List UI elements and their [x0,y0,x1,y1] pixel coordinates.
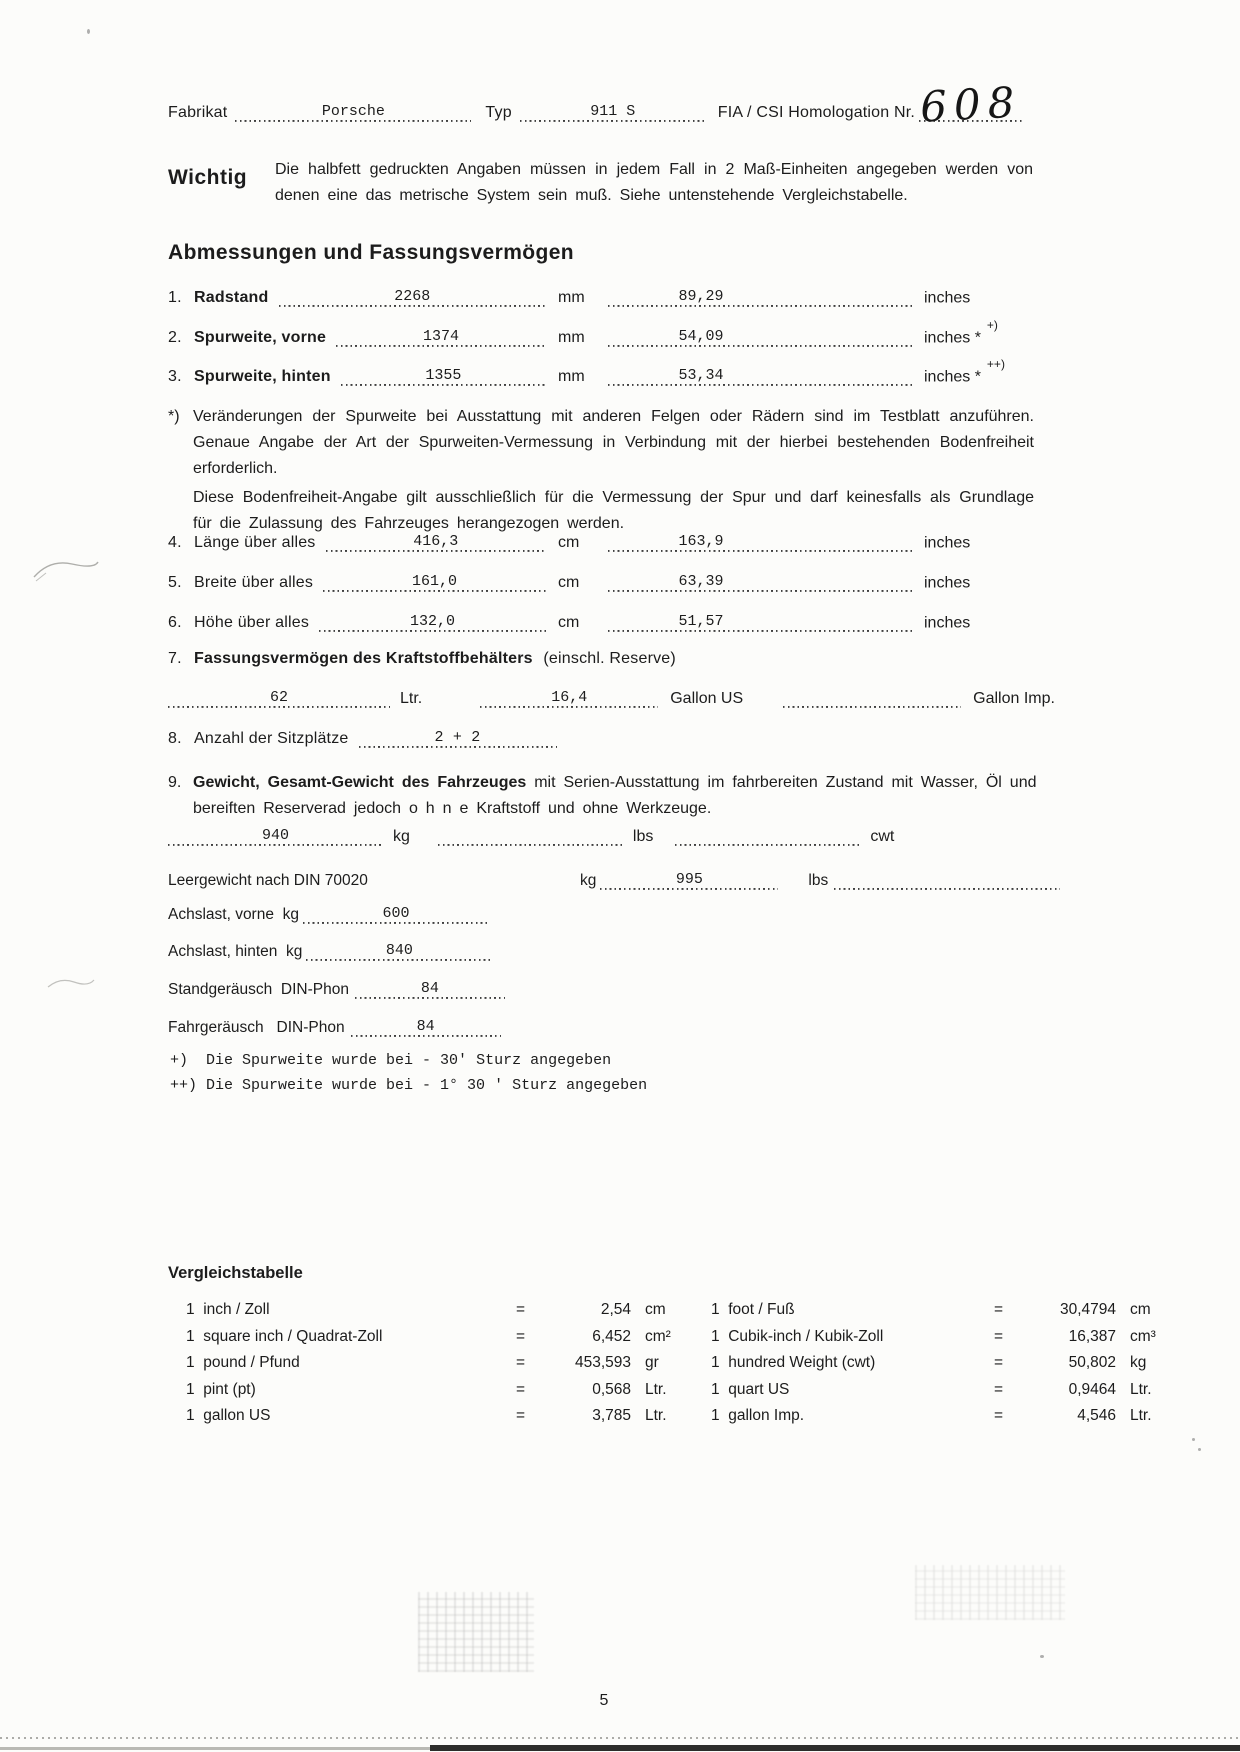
equals-sign: = [516,1380,526,1398]
metric-value: 161,0 [412,573,458,590]
typ-label: Typ [485,104,512,121]
standgeraeusch-field [355,981,505,999]
conversion-unit: Ltr. [645,1380,667,1398]
section-title: Abmessungen und Fassungsvermögen [168,241,575,264]
conversion-value: 0,9464 [1068,1380,1116,1398]
achslast-vorne-field [303,906,489,924]
conversion-value: 2,54 [600,1301,631,1318]
achslast-hinten-label: Achslast, hinten kg [168,943,303,960]
scan-speck [87,29,90,34]
row-leergewicht [168,872,1060,890]
achslast-vorne-value: 600 [382,905,410,922]
imperial-value: 163,9 [678,533,724,550]
equals-sign: = [994,1407,1004,1424]
row-fuel-values [168,689,1055,708]
weight-cwt-field [675,843,860,846]
fuel-label-normal: (einschl. Reserve) [543,650,676,667]
row-number: 3. [168,368,182,385]
conversion-unit: cm [1130,1301,1151,1318]
camber-text-2: Die Spurweite wurde bei - 1° 30 ′ Sturz angegeben [197,1077,648,1094]
row-number: 9. [168,774,182,791]
conversion-unit: cm² [645,1327,671,1345]
fuel-ltr-value: 62 [269,689,288,706]
standgeraeusch-label: Standgeräusch DIN-Phon [168,981,349,998]
row-number: 6. [168,614,182,631]
metric-field [279,289,547,307]
fuel-gallon-us-field [480,690,658,708]
leergewicht-kg-value: 995 [675,871,703,888]
imperial-value: 63,39 [678,573,724,590]
fuel-ltr-field [168,690,390,708]
leergewicht-label: Leergewicht nach DIN 70020 [168,872,368,889]
scan-speck [1040,1655,1044,1658]
homologation-label: FIA / CSI Homologation Nr. [717,104,916,121]
scan-bottom-dotted-edge [0,1737,1240,1739]
row-label: Höhe über alles [194,614,310,631]
footnote-marker: ++) [986,356,1005,371]
imperial-unit: inches [924,534,971,551]
imperial-value: 51,57 [678,613,724,630]
conversion-label: 1 pint (pt) [186,1380,256,1398]
weight-lbs-unit: lbs [632,828,654,845]
equals-sign: = [994,1301,1004,1318]
conversion-label: 1 square inch / Quadrat-Zoll [186,1327,383,1345]
metric-value: 2268 [394,288,431,305]
fabrikat-field [235,104,471,122]
page-number: 5 [599,1692,609,1709]
standgeraeusch-value: 84 [420,980,439,997]
imperial-unit: inches [924,574,971,591]
achslast-vorne-label: Achslast, vorne kg [168,906,299,923]
margin-pencil-mark [32,555,102,585]
fuel-ltr-unit: Ltr. [400,690,423,707]
weight-kg-unit: kg [393,828,410,845]
metric-field [336,329,546,347]
weight-lbs-field [438,843,623,846]
wichtig-title: Wichtig [168,166,248,189]
achslast-hinten-field [306,943,492,961]
row-label: Länge über alles [194,534,316,551]
equals-sign: = [516,1407,526,1424]
seats-value: 2 + 2 [434,729,481,746]
row-spurweite-vorne [168,317,1020,347]
metric-unit: mm [558,329,585,346]
imperial-field [608,289,914,307]
metric-field [326,534,546,552]
scan-speck [1198,1448,1201,1451]
imperial-unit: inches * [924,329,981,346]
conversion-value: 4,546 [1077,1407,1116,1424]
row-number: 5. [168,574,182,591]
metric-unit: mm [558,368,585,385]
row-weight-values [168,828,908,846]
metric-unit: cm [558,574,580,591]
equals-sign: = [994,1380,1004,1398]
metric-field [323,574,546,592]
row-laenge [168,528,1020,552]
row-label: Breite über alles [194,574,314,591]
conversion-label: 1 pound / Pfund [186,1354,300,1371]
imperial-field [608,534,914,552]
row-breite [168,568,1020,592]
weight-label-bold: Gewicht, Gesamt-Gewicht des Fahrzeuges [193,774,527,791]
metric-field [319,614,546,632]
form-header [168,77,1036,132]
footnote-star [168,404,1034,537]
row-number: 1. [168,289,182,306]
imperial-unit: inches [924,614,971,631]
conversion-value: 6,452 [592,1327,631,1345]
fabrikat-value: Porsche [321,103,385,120]
metric-field [341,368,546,386]
row-radstand [168,283,1020,307]
conversion-label: 1 gallon Imp. [711,1407,805,1424]
imperial-field [608,368,914,386]
wichtig-heading [168,166,247,190]
conversion-value: 50,802 [1068,1354,1116,1371]
row-label: Spurweite, vorne [194,329,327,346]
row-fuel-heading [168,650,676,668]
conversion-value: 0,568 [592,1380,631,1398]
fabrikat-label: Fabrikat [168,104,228,121]
imperial-unit: inches * [924,368,981,385]
wichtig-paragraph: Die halbfett gedruckten Angaben müssen in jedem Fall in 2 Maß-Einheiten angegeben werden von denen eine das metrische System sein muß. Siehe untenstehende Vergleichstabelle. [275,161,1033,204]
footnote-star-marker: *) [168,408,180,425]
fuel-gallon-imp-field [783,705,961,708]
imperial-unit: inches [924,289,971,306]
row-achslast-hinten [168,943,492,961]
conversion-label: 1 Cubik-inch / Kubik-Zoll [711,1327,884,1345]
row-number: 8. [168,730,182,747]
row-hoehe [168,608,1020,632]
leergewicht-kg-field [600,872,778,890]
conversion-label: 1 gallon US [186,1407,271,1424]
camber-text-1: Die Spurweite wurde bei - 30′ Sturz angegeben [188,1052,612,1069]
metric-value: 1355 [425,367,462,384]
seats-field [359,730,557,748]
scan-bottom-dark-edge [430,1745,1240,1751]
conversion-unit: kg [1130,1354,1147,1371]
row-number: 4. [168,534,182,551]
imperial-value: 54,09 [678,328,724,345]
conversion-unit: Ltr. [645,1407,667,1424]
equals-sign: = [516,1354,526,1371]
weight-kg-field [168,828,383,846]
conversion-label: 1 foot / Fuß [711,1301,795,1318]
vergleichstabelle-title: Vergleichstabelle [168,1264,303,1282]
imperial-value: 89,29 [678,288,724,305]
conversion-unit: cm³ [1130,1327,1156,1345]
conversion-value: 3,785 [592,1407,631,1424]
row-seats [168,730,557,748]
conversion-unit: gr [645,1354,659,1371]
leergewicht-kg-label: kg [580,872,597,889]
scan-smudge-right [915,1565,1065,1620]
camber-footnotes [170,1048,647,1098]
weight-kg-value: 940 [261,827,289,844]
leergewicht-lbs-label: lbs [808,872,829,889]
scan-speck [1192,1438,1195,1441]
equals-sign: = [994,1354,1004,1371]
typ-value: 911 S [590,103,636,120]
imperial-field [608,329,914,347]
camber-footnote-1 [170,1048,647,1073]
camber-footnote-2 [170,1073,647,1098]
weight-label-normal: mit Serien-Ausstattung im fahrbereiten Zustand mit Wasser, Öl und bereiften Reserverad jedoch o h n e Kraftstoff und ohne Werkzeuge. [193,774,1037,817]
footnote-star-text-1: Veränderungen der Spurweite bei Ausstattung mit anderen Felgen oder Rädern sind im Testblatt anzuführen. Genaue Angabe der Art der Spurweiten-Vermessung in Verbindung mit der hierbei bestehenden Bodenfreiheit erforderlich. [193,408,1034,477]
achslast-hinten-value: 840 [385,942,413,959]
conversion-unit: cm [645,1301,666,1318]
row-weight-heading [168,770,1065,822]
fuel-gallon-us-unit: Gallon US [670,690,744,707]
conversion-value: 453,593 [574,1354,631,1371]
fahrgeraeusch-field [351,1019,501,1037]
conversion-label: 1 quart US [711,1380,790,1398]
row-label: Radstand [194,289,269,306]
homologation-field [919,77,1024,132]
margin-pencil-mark-2 [46,975,96,993]
row-achslast-vorne [168,906,489,924]
fuel-gallon-us-value: 16,4 [551,689,588,706]
imperial-field [608,574,914,592]
conversion-unit: Ltr. [1130,1380,1152,1398]
camber-marker-1: +) [170,1052,189,1069]
row-spurweite-hinten [168,356,1020,386]
imperial-value: 53,34 [678,367,724,384]
conversion-value: 16,387 [1068,1327,1116,1345]
leergewicht-lbs-field [834,887,1060,890]
camber-marker-2: ++) [170,1077,198,1094]
equals-sign: = [516,1301,526,1318]
row-label: Spurweite, hinten [194,368,331,385]
seats-label: Anzahl der Sitzplätze [194,730,349,747]
typ-field [520,104,706,122]
footnote-marker: +) [986,317,998,332]
metric-unit: mm [558,289,585,306]
vergleichstabelle [186,1297,1181,1430]
row-number: 7. [168,650,182,667]
fahrgeraeusch-label: Fahrgeräusch DIN-Phon [168,1019,345,1036]
metric-unit: cm [558,534,580,551]
metric-value: 132,0 [410,613,456,630]
conversion-unit: Ltr. [1130,1407,1152,1424]
scan-smudge-stamp [418,1592,534,1672]
homologation-number-handwritten: 608 [919,77,1024,132]
metric-unit: cm [558,614,580,631]
fuel-label-bold: Fassungsvermögen des Kraftstoffbehälters [194,650,533,667]
weight-cwt-unit: cwt [870,828,895,845]
metric-value: 416,3 [413,533,459,550]
equals-sign: = [516,1327,526,1345]
fuel-gallon-imp-unit: Gallon Imp. [973,690,1055,707]
conversion-label: 1 inch / Zoll [186,1301,270,1318]
row-number: 2. [168,329,182,346]
scan-bottom-light-edge [0,1747,430,1750]
conversion-value: 30,4794 [1059,1301,1116,1318]
conversion-label: 1 hundred Weight (cwt) [711,1354,876,1371]
fahrgeraeusch-value: 84 [416,1018,435,1035]
metric-value: 1374 [423,328,460,345]
row-fahrgeraeusch [168,1019,501,1037]
imperial-field [608,614,914,632]
row-standgeraeusch [168,981,505,999]
footnote-star-text-2: Diese Bodenfreiheit-Angabe gilt ausschließlich für die Vermessung der Spur und darf keinesfalls als Grundlage für die Zulassung des Fahrzeuges herangezogen werden. [193,489,1034,532]
equals-sign: = [994,1327,1004,1345]
